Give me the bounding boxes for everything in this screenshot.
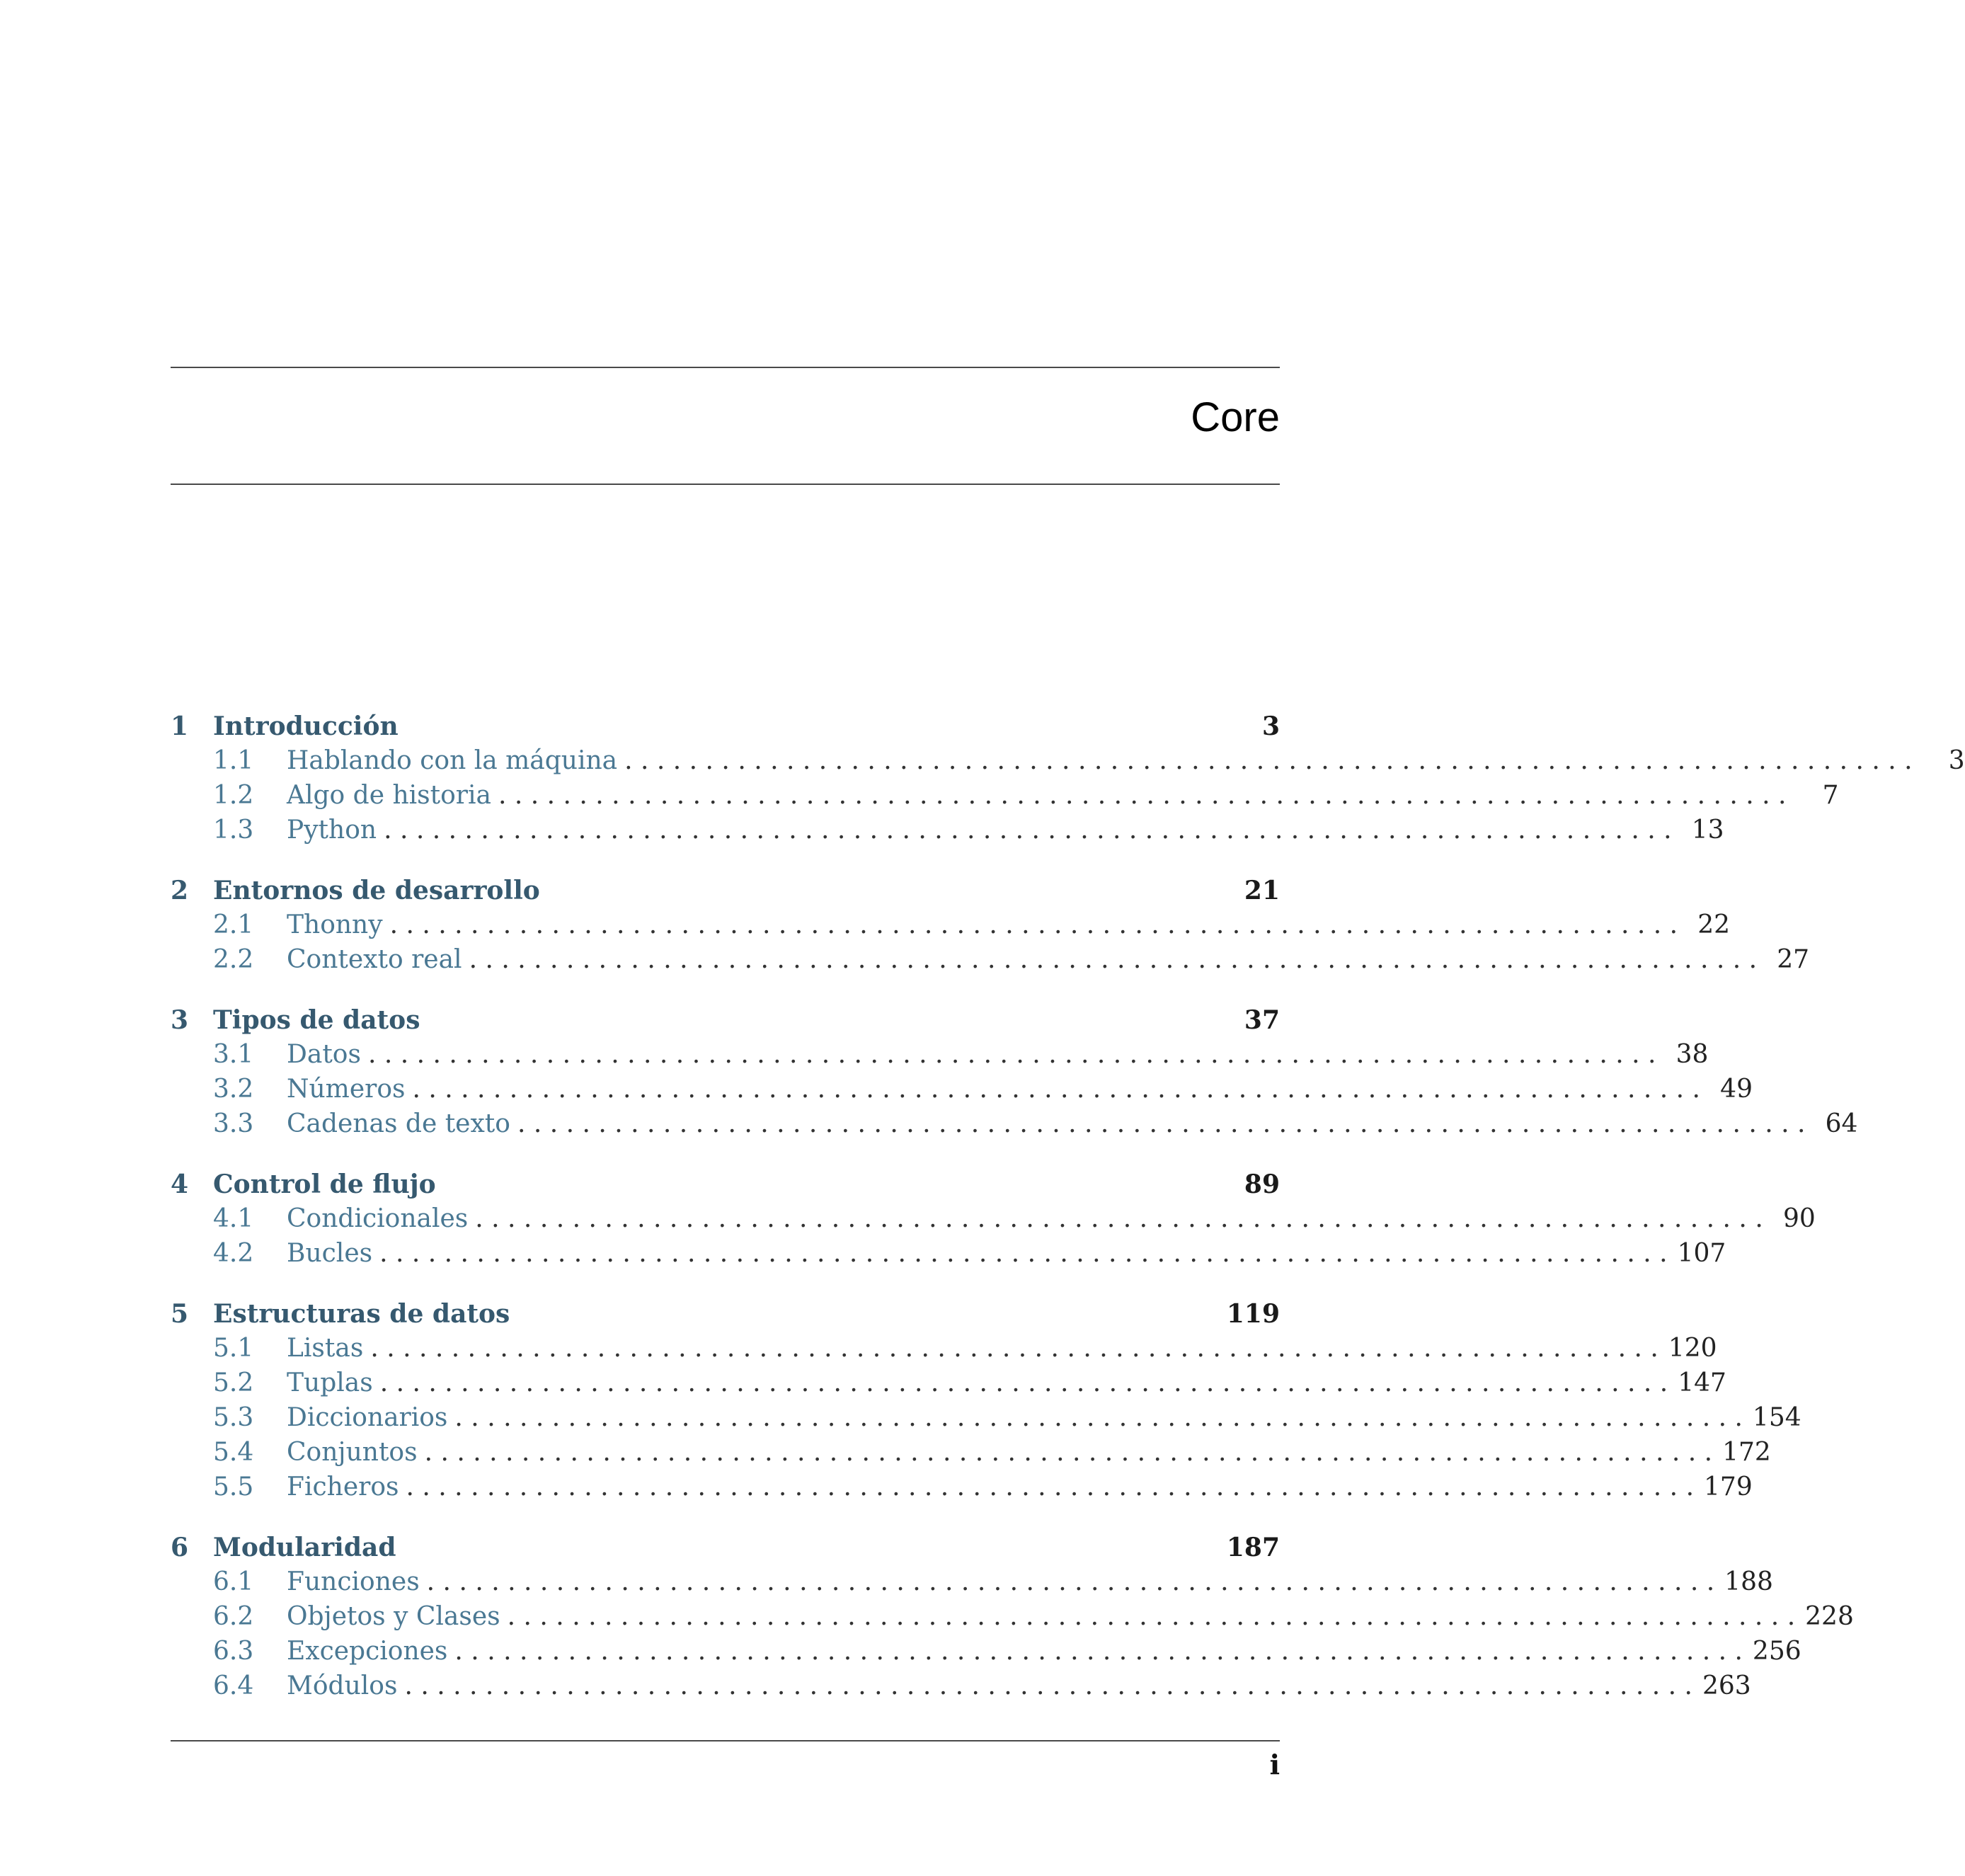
section-page-number: 120 bbox=[1668, 1334, 1717, 1363]
section-title[interactable]: Tuplas bbox=[287, 1368, 373, 1397]
chapter-title[interactable]: Control de flujo bbox=[213, 1169, 436, 1199]
section-page-number: 22 bbox=[1697, 910, 1731, 939]
dot-leader: . . . . . . . . . . . . . . . . . . . . . . . . . . . . . . . . . . . . . . . . . . . . . . . . . . . . . . . . . . . . . . . . . . . . . . . . . . . . . . . . bbox=[379, 1368, 1668, 1397]
toc-section-entry[interactable] bbox=[171, 1037, 1709, 1072]
page-number: i bbox=[1269, 1749, 1280, 1780]
section-number: 5.1 bbox=[213, 1334, 254, 1363]
section-title[interactable]: Números bbox=[287, 1075, 406, 1104]
toc-section-entry[interactable] bbox=[171, 778, 1839, 813]
section-page-number: 64 bbox=[1825, 1109, 1858, 1138]
section-number: 6.4 bbox=[213, 1671, 254, 1700]
section-title[interactable]: Datos bbox=[287, 1040, 361, 1069]
dot-leader: . . . . . . . . . . . . . . . . . . . . . . . . . . . . . . . . . . . . . . . . . . . . . . . . . . . . . . . . . . . . . . . . . . . . . . . . . . . . . . . . bbox=[624, 746, 1913, 775]
section-number: 3.2 bbox=[213, 1075, 254, 1104]
dot-leader: . . . . . . . . . . . . . . . . . . . . . . . . . . . . . . . . . . . . . . . . . . . . . . . . . . . . . . . . . . . . . . . . . . . . . . . . . . . . . . . . bbox=[498, 781, 1787, 810]
section-number: 5.3 bbox=[213, 1403, 254, 1432]
toc-chapter bbox=[171, 1297, 1801, 1504]
section-number: 4.2 bbox=[213, 1239, 254, 1268]
section-number: 6.1 bbox=[213, 1567, 254, 1596]
toc-chapter-entry[interactable] bbox=[171, 709, 1280, 743]
section-title[interactable]: Ficheros bbox=[287, 1472, 399, 1502]
chapter-page-number: 21 bbox=[1244, 876, 1280, 905]
chapter-title[interactable]: Introducción bbox=[213, 711, 399, 741]
section-page-number: 3 bbox=[1948, 746, 1965, 775]
section-page-number: 228 bbox=[1805, 1602, 1854, 1631]
toc-section-entry[interactable] bbox=[171, 942, 1810, 977]
section-page-number: 107 bbox=[1677, 1239, 1726, 1268]
toc-chapter bbox=[171, 1167, 1816, 1271]
table-of-contents bbox=[171, 709, 1965, 1729]
chapter-page-number: 3 bbox=[1261, 711, 1280, 741]
section-title[interactable]: Hablando con la máquina bbox=[287, 746, 618, 775]
chapter-number: 6 bbox=[171, 1533, 189, 1562]
section-title[interactable]: Objetos y Clases bbox=[287, 1602, 500, 1631]
footer-rule bbox=[171, 1740, 1280, 1741]
toc-section-entry[interactable] bbox=[171, 813, 1724, 847]
dot-leader: . . . . . . . . . . . . . . . . . . . . . . . . . . . . . . . . . . . . . . . . . . . . . . . . . . . . . . . . . . . . . . . . . . . . . . . . . . . . . . . . bbox=[412, 1075, 1700, 1104]
dot-leader: . . . . . . . . . . . . . . . . . . . . . . . . . . . . . . . . . . . . . . . . . . . . . . . . . . . . . . . . . . . . . . . . . . . . . . . . . . . . . . . . bbox=[517, 1109, 1806, 1138]
section-number: 1.1 bbox=[213, 746, 254, 775]
section-number: 4.1 bbox=[213, 1204, 254, 1233]
chapter-page-number: 187 bbox=[1226, 1533, 1280, 1562]
toc-section-entry[interactable] bbox=[171, 1106, 1858, 1141]
chapter-title[interactable]: Estructuras de datos bbox=[213, 1299, 510, 1329]
section-number: 3.1 bbox=[213, 1040, 254, 1069]
chapter-title[interactable]: Entornos de desarrollo bbox=[213, 876, 540, 905]
chapter-title[interactable]: Modularidad bbox=[213, 1533, 396, 1562]
section-title[interactable]: Funciones bbox=[287, 1567, 420, 1596]
dot-leader: . . . . . . . . . . . . . . . . . . . . . . . . . . . . . . . . . . . . . . . . . . . . . . . . . . . . . . . . . . . . . . . . . . . . . . . . . . . . . . . . bbox=[406, 1472, 1695, 1502]
section-title[interactable]: Módulos bbox=[287, 1671, 398, 1700]
dot-leader: . . . . . . . . . . . . . . . . . . . . . . . . . . . . . . . . . . . . . . . . . . . . . . . . . . . . . . . . . . . . . . . . . . . . . . . . . . . . . . . . bbox=[475, 1204, 1763, 1233]
chapter-number: 2 bbox=[171, 876, 189, 905]
section-title[interactable]: Condicionales bbox=[287, 1204, 469, 1233]
toc-chapter-entry[interactable] bbox=[171, 1297, 1280, 1331]
toc-section-entry[interactable] bbox=[171, 1565, 1773, 1599]
section-page-number: 263 bbox=[1702, 1671, 1751, 1700]
dot-leader: . . . . . . . . . . . . . . . . . . . . . . . . . . . . . . . . . . . . . . . . . . . . . . . . . . . . . . . . . . . . . . . . . . . . . . . . . . . . . . . . bbox=[469, 945, 1758, 974]
toc-section-entry[interactable] bbox=[171, 1201, 1816, 1236]
toc-section-entry[interactable] bbox=[171, 908, 1731, 942]
chapter-number: 4 bbox=[171, 1169, 189, 1199]
section-title[interactable]: Contexto real bbox=[287, 945, 462, 974]
section-number: 5.2 bbox=[213, 1368, 254, 1397]
section-number: 5.5 bbox=[213, 1472, 254, 1502]
section-number: 5.4 bbox=[213, 1438, 254, 1467]
section-number: 1.3 bbox=[213, 816, 254, 845]
section-page-number: 13 bbox=[1691, 816, 1724, 845]
toc-chapter-entry[interactable] bbox=[171, 1167, 1280, 1201]
chapter-number: 3 bbox=[171, 1005, 189, 1035]
section-title[interactable]: Algo de historia bbox=[287, 781, 491, 810]
toc-chapter-entry[interactable] bbox=[171, 1531, 1280, 1565]
toc-section-entry[interactable] bbox=[171, 1669, 1751, 1703]
section-number: 2.2 bbox=[213, 945, 254, 974]
section-page-number: 188 bbox=[1724, 1567, 1773, 1596]
toc-section-entry[interactable] bbox=[171, 1072, 1753, 1106]
toc-section-entry[interactable] bbox=[171, 1435, 1771, 1470]
toc-chapter bbox=[171, 874, 1810, 977]
dot-leader: . . . . . . . . . . . . . . . . . . . . . . . . . . . . . . . . . . . . . . . . . . . . . . . . . . . . . . . . . . . . . . . . . . . . . . . . . . . . . . . . bbox=[384, 816, 1672, 845]
chapter-page-number: 89 bbox=[1244, 1169, 1280, 1199]
dot-leader: . . . . . . . . . . . . . . . . . . . . . . . . . . . . . . . . . . . . . . . . . . . . . . . . . . . . . . . . . . . . . . . . . . . . . . . . . . . . . . . . bbox=[367, 1040, 1656, 1069]
toc-section-entry[interactable] bbox=[171, 1236, 1726, 1271]
header-rule-top bbox=[171, 367, 1280, 368]
toc-section-entry[interactable] bbox=[171, 1599, 1854, 1634]
section-page-number: 7 bbox=[1822, 781, 1839, 810]
section-title[interactable]: Excepciones bbox=[287, 1637, 448, 1666]
section-page-number: 49 bbox=[1720, 1075, 1753, 1104]
toc-section-entry[interactable] bbox=[171, 1400, 1801, 1435]
toc-section-entry[interactable] bbox=[171, 1470, 1753, 1504]
chapter-page-number: 37 bbox=[1244, 1005, 1280, 1035]
dot-leader: . . . . . . . . . . . . . . . . . . . . . . . . . . . . . . . . . . . . . . . . . . . . . . . . . . . . . . . . . . . . . . . . . . . . . . . . . . . . . . . . bbox=[454, 1637, 1743, 1666]
part-title: Core bbox=[1191, 394, 1280, 440]
chapter-number: 5 bbox=[171, 1299, 189, 1329]
toc-chapter bbox=[171, 1003, 1858, 1141]
section-page-number: 154 bbox=[1752, 1403, 1801, 1432]
toc-chapter-entry[interactable] bbox=[171, 1003, 1280, 1037]
section-title[interactable]: Conjuntos bbox=[287, 1438, 418, 1467]
section-page-number: 27 bbox=[1777, 945, 1810, 974]
section-title[interactable]: Listas bbox=[287, 1334, 364, 1363]
section-title[interactable]: Bucles bbox=[287, 1239, 373, 1268]
dot-leader: . . . . . . . . . . . . . . . . . . . . . . . . . . . . . . . . . . . . . . . . . . . . . . . . . . . . . . . . . . . . . . . . . . . . . . . . . . . . . . . . bbox=[454, 1403, 1743, 1432]
section-number: 6.2 bbox=[213, 1602, 254, 1631]
toc-section-entry[interactable] bbox=[171, 743, 1965, 778]
section-title[interactable]: Cadenas de texto bbox=[287, 1109, 510, 1138]
section-number: 2.1 bbox=[213, 910, 254, 939]
section-page-number: 90 bbox=[1782, 1204, 1816, 1233]
dot-leader: . . . . . . . . . . . . . . . . . . . . . . . . . . . . . . . . . . . . . . . . . . . . . . . . . . . . . . . . . . . . . . . . . . . . . . . . . . . . . . . . bbox=[370, 1334, 1658, 1363]
dot-leader: . . . . . . . . . . . . . . . . . . . . . . . . . . . . . . . . . . . . . . . . . . . . . . . . . . . . . . . . . . . . . . . . . . . . . . . . . . . . . . . . bbox=[379, 1239, 1668, 1268]
section-title[interactable]: Diccionarios bbox=[287, 1403, 448, 1432]
dot-leader: . . . . . . . . . . . . . . . . . . . . . . . . . . . . . . . . . . . . . . . . . . . . . . . . . . . . . . . . . . . . . . . . . . . . . . . . . . . . . . . . bbox=[507, 1602, 1796, 1631]
toc-section-entry[interactable] bbox=[171, 1331, 1717, 1366]
section-number: 1.2 bbox=[213, 781, 254, 810]
section-page-number: 147 bbox=[1678, 1368, 1726, 1397]
chapter-number: 1 bbox=[171, 711, 189, 741]
section-number: 6.3 bbox=[213, 1637, 254, 1666]
chapter-title[interactable]: Tipos de datos bbox=[213, 1005, 420, 1035]
toc-chapter-entry[interactable] bbox=[171, 874, 1280, 908]
section-title[interactable]: Python bbox=[287, 816, 377, 845]
toc-chapter bbox=[171, 709, 1965, 847]
section-page-number: 38 bbox=[1675, 1040, 1709, 1069]
section-page-number: 172 bbox=[1722, 1438, 1771, 1467]
toc-chapter bbox=[171, 1531, 1854, 1703]
header-rule-bottom bbox=[171, 484, 1280, 485]
section-page-number: 256 bbox=[1752, 1637, 1801, 1666]
dot-leader: . . . . . . . . . . . . . . . . . . . . . . . . . . . . . . . . . . . . . . . . . . . . . . . . . . . . . . . . . . . . . . . . . . . . . . . . . . . . . . . . bbox=[389, 910, 1678, 939]
dot-leader: . . . . . . . . . . . . . . . . . . . . . . . . . . . . . . . . . . . . . . . . . . . . . . . . . . . . . . . . . . . . . . . . . . . . . . . . . . . . . . . . bbox=[424, 1438, 1713, 1467]
toc-section-entry[interactable] bbox=[171, 1634, 1801, 1669]
dot-leader: . . . . . . . . . . . . . . . . . . . . . . . . . . . . . . . . . . . . . . . . . . . . . . . . . . . . . . . . . . . . . . . . . . . . . . . . . . . . . . . . bbox=[426, 1567, 1715, 1596]
section-title[interactable]: Thonny bbox=[287, 910, 383, 939]
chapter-page-number: 119 bbox=[1226, 1299, 1280, 1329]
toc-section-entry[interactable] bbox=[171, 1366, 1726, 1400]
section-number: 3.3 bbox=[213, 1109, 254, 1138]
dot-leader: . . . . . . . . . . . . . . . . . . . . . . . . . . . . . . . . . . . . . . . . . . . . . . . . . . . . . . . . . . . . . . . . . . . . . . . . . . . . . . . . bbox=[404, 1671, 1692, 1700]
section-page-number: 179 bbox=[1704, 1472, 1753, 1502]
